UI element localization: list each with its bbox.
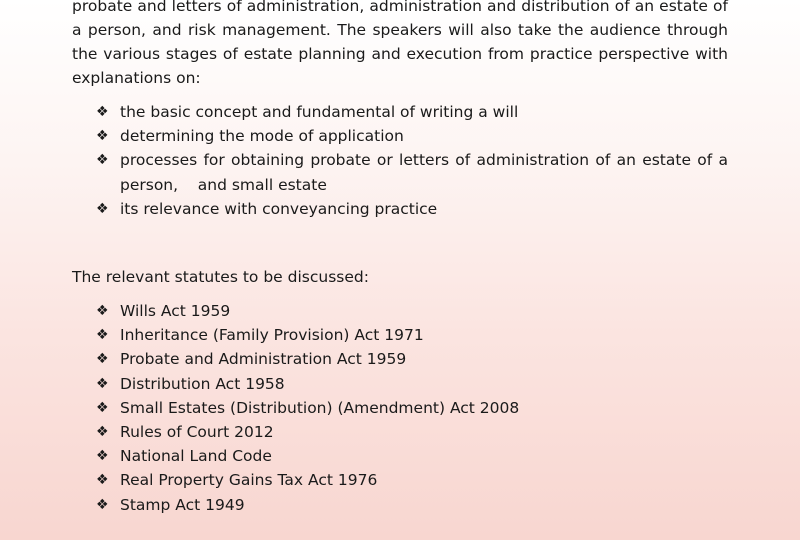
four-petal-diamond-icon: ❖ [96, 128, 109, 145]
list-item [72, 197, 728, 221]
four-petal-diamond-icon: ❖ [96, 424, 109, 441]
list-item-text: processes for obtaining probate or letters of administration of an estate of a person, and small estate [120, 151, 733, 194]
statute-text: Inheritance (Family Provision) Act 1971 [120, 326, 424, 345]
four-petal-diamond-icon: ❖ [96, 375, 109, 392]
explanation-list [72, 100, 733, 221]
statute-item [72, 299, 728, 323]
statutes-list [72, 299, 728, 517]
list-item [72, 148, 733, 196]
four-petal-diamond-icon: ❖ [96, 472, 109, 489]
four-petal-diamond-icon: ❖ [96, 448, 109, 465]
statute-text: Rules of Court 2012 [120, 423, 274, 442]
list-item [72, 100, 728, 124]
four-petal-diamond-icon: ❖ [96, 104, 109, 120]
statute-text: Small Estates (Distribution) (Amendment) Act 2008 [120, 398, 520, 417]
statute-text: Distribution Act 1958 [120, 374, 285, 393]
intro-paragraph: probate and letters of administration, administration and distribution of an estate of a person, and risk management. The speakers will also take the audience through the various stages of estate planning and execution from practice perspective with explanations on: [72, 0, 728, 87]
statute-item [72, 396, 728, 420]
statute-item [72, 444, 728, 468]
statute-item [72, 420, 728, 444]
statute-item [72, 468, 728, 492]
statute-text: Wills Act 1959 [120, 302, 231, 321]
four-petal-diamond-icon: ❖ [96, 327, 109, 344]
statute-item [72, 372, 728, 396]
statute-item [72, 347, 728, 371]
statute-text: National Land Code [120, 447, 272, 466]
list-item-text: the basic concept and fundamental of writing a will [120, 103, 519, 121]
four-petal-diamond-icon: ❖ [96, 303, 109, 320]
statute-text: Stamp Act 1949 [120, 495, 245, 514]
statutes-heading: The relevant statutes to be discussed: [72, 268, 369, 287]
list-item-text: determining the mode of application [120, 127, 404, 146]
statute-text: Real Property Gains Tax Act 1976 [120, 471, 378, 490]
four-petal-diamond-icon: ❖ [96, 152, 109, 169]
four-petal-diamond-icon: ❖ [96, 351, 109, 368]
four-petal-diamond-icon: ❖ [96, 399, 109, 416]
statute-item [72, 323, 728, 347]
list-item [72, 124, 728, 148]
document-page [72, 0, 733, 517]
four-petal-diamond-icon: ❖ [96, 496, 109, 513]
list-item-text: its relevance with conveyancing practice [120, 199, 438, 218]
statute-text: Probate and Administration Act 1959 [120, 350, 407, 369]
four-petal-diamond-icon: ❖ [96, 200, 109, 217]
statute-item [72, 493, 728, 517]
